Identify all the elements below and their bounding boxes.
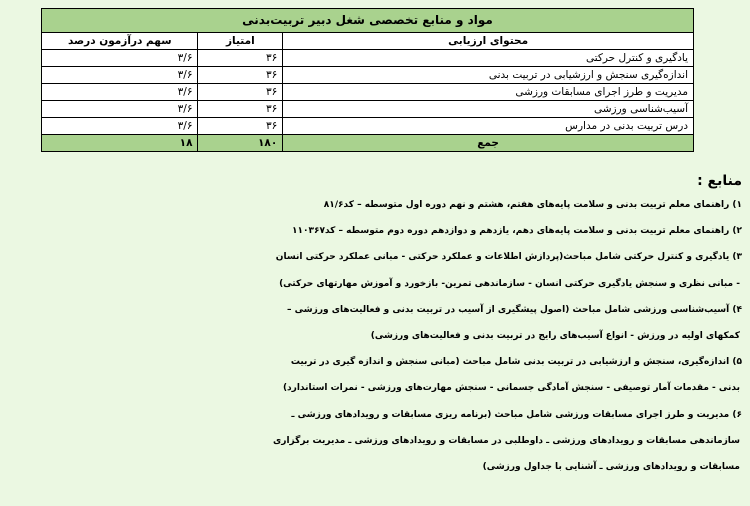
row-share: ۳/۶ <box>42 67 198 84</box>
source-line: ۴) آسیب‌شناسی ورزشی شامل مباحث (اصول پیشگیری از آسیب در تربیت بدنی و فعالیت‌های ورزشی – <box>287 304 742 315</box>
source-line: ۲) راهنمای معلم تربیت بدنی و سلامت پایه‌های دهم، یازدهم و دوازدهم دوره دوم متوسطه – کد۱۱۰۳۶۷ <box>292 226 742 237</box>
table-row <box>42 50 694 67</box>
row-content: مدیریت و طرز اجرای مسابقات ورزشی <box>283 84 694 101</box>
total-score: ۱۸۰ <box>198 135 283 152</box>
source-line: کمکهای اولیه در ورزش - انواع آسیب‌های رایج در تربیت بدنی و فعالیت‌های ورزشی) <box>370 331 740 342</box>
row-share: ۳/۶ <box>42 118 198 135</box>
total-share: ۱۸ <box>42 135 198 152</box>
total-label: جمع <box>283 135 694 152</box>
table-total-row <box>42 135 694 152</box>
header-share: سهم درآزمون درصد <box>42 33 198 50</box>
table-title: مواد و منابع تخصصی شغل دبیر تربیت‌بدنی <box>42 9 694 33</box>
row-share: ۳/۶ <box>42 50 198 67</box>
row-score: ۳۶ <box>198 118 283 135</box>
exam-materials-table <box>41 8 694 152</box>
row-share: ۳/۶ <box>42 101 198 118</box>
table-row <box>42 118 694 135</box>
row-content: اندازه‌گیری سنجش و ارزشیابی در تربیت بدنی <box>283 67 694 84</box>
source-line: ۶) مدیریت و طرز اجرای مسابقات ورزشی شامل مباحث (برنامه ریزی مسابقات و رویدادهای ورزشی ـ <box>291 409 742 420</box>
row-score: ۳۶ <box>198 67 283 84</box>
table-title-row <box>42 9 694 33</box>
source-line: مسابقات و رویدادهای ورزشی ـ آشنایی با جداول ورزشی) <box>482 462 740 473</box>
sources-section <box>4 170 742 480</box>
source-line: - مبانی نظری و سنجش یادگیری حرکتی انسان - سازماندهی تمرین- بازخورد و آموزش مهارتهای حرکتی) <box>279 278 740 289</box>
row-content: یادگیری و کنترل حرکتی <box>283 50 694 67</box>
table-row <box>42 101 694 118</box>
table-header-row <box>42 33 694 50</box>
row-score: ۳۶ <box>198 101 283 118</box>
source-line: ۳) یادگیری و کنترل حرکتی شامل مباحث(پردازش اطلاعات و عملکرد حرکتی - مبانی عملکرد حرکتی انسان <box>275 252 742 263</box>
source-line: ۵) اندازه‌گیری، سنجش و ارزشیابی در تربیت بدنی شامل مباحث (مبانی سنجش و اندازه گیری در تربیت <box>290 357 742 368</box>
row-score: ۳۶ <box>198 50 283 67</box>
row-share: ۳/۶ <box>42 84 198 101</box>
header-content: محتوای ارزیابی <box>283 33 694 50</box>
exam-materials-table-wrapper <box>41 8 694 152</box>
source-line: بدنی - مقدمات آمار توصیفی - سنجش آمادگی جسمانی - سنجش مهارت‌های ورزشی - نمرات استاندارد) <box>282 383 740 394</box>
table-row <box>42 67 694 84</box>
header-score: امتیاز <box>198 33 283 50</box>
row-content: آسیب‌شناسی ورزشی <box>283 101 694 118</box>
table-row <box>42 84 694 101</box>
source-line: سازماندهی مسابقات و رویدادهای ورزشی ـ داوطلبی در مسابقات و رویدادهای ورزشی ـ مدیریت برگزاری <box>273 435 740 446</box>
source-line: ۱) راهنمای معلم تربیت بدنی و سلامت پایه‌های هفتم، هشتم و نهم دوره اول متوسطه – کد۸۱/۶ <box>323 200 742 210</box>
sources-heading: منابع : <box>697 173 742 189</box>
row-score: ۳۶ <box>198 84 283 101</box>
row-content: درس تربیت بدنی در مدارس <box>283 118 694 135</box>
